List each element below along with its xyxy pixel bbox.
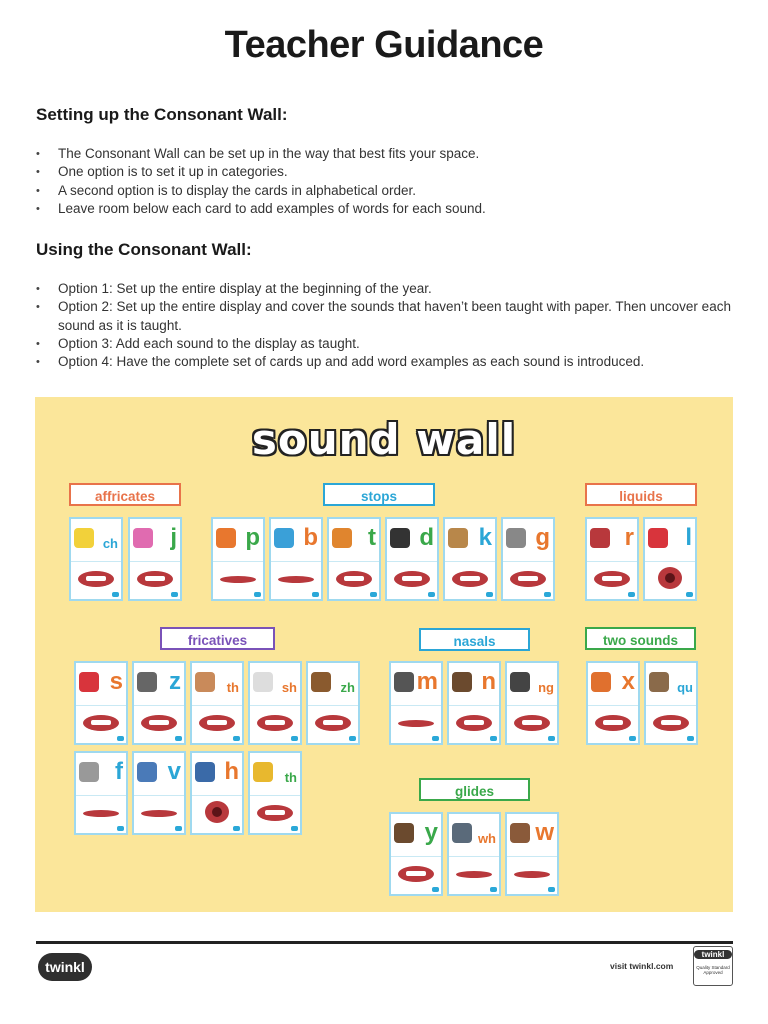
mouth-icon: [199, 715, 235, 731]
sound-card-wh: [447, 812, 501, 896]
sheep-icon: [253, 672, 273, 692]
category-glides: glides: [419, 778, 530, 801]
list-item: • The Consonant Wall can be set up in the way that best fits your space.: [36, 145, 736, 163]
using-heading: Using the Consonant Wall:: [36, 240, 252, 259]
jellyfish-icon: [133, 528, 153, 548]
category-liquids: liquids: [585, 483, 697, 506]
ball-icon: [274, 528, 294, 548]
card-letter: y: [424, 819, 438, 846]
card-top: [213, 519, 263, 562]
mouth-icon: [220, 576, 256, 583]
nest-icon: [452, 672, 472, 692]
sound-card-j: [128, 517, 182, 601]
sound-card-ch: [69, 517, 123, 601]
list-item: • A second option is to display the cards in alphabetical order.: [36, 182, 736, 200]
sound-wall-image: [35, 397, 733, 912]
setup-list: [36, 145, 736, 218]
sound-card-zh: [306, 661, 360, 745]
mouth-icon: [653, 715, 689, 731]
card-letter: n: [481, 668, 496, 695]
treasure-icon: [311, 672, 331, 692]
star-icon: [79, 672, 99, 692]
mouth-icon: [257, 805, 293, 821]
list-item: • Option 1: Set up the entire display at the beginning of the year.: [36, 280, 736, 298]
card-letter: sh: [281, 680, 297, 695]
mouth-icon: [398, 866, 434, 882]
card-logo-icon: [291, 826, 298, 831]
thumb-icon: [195, 672, 215, 692]
list-item: • Option 3: Add each sound to the display as taught.: [36, 335, 736, 353]
card-logo-icon: [233, 826, 240, 831]
sound-card-s: [74, 661, 128, 745]
pumpkin-icon: [216, 528, 236, 548]
card-top: [449, 814, 499, 857]
card-top: [308, 663, 358, 706]
card-top: [445, 519, 495, 562]
list-item: • One option is to set it up in categories.: [36, 163, 736, 181]
card-top: [329, 519, 379, 562]
mouth-icon: [514, 871, 550, 878]
list-item: • Option 2: Set up the entire display and cover the sounds that haven’t been taught with paper. Then uncover each sound as it is taught.: [36, 298, 736, 335]
category-fricatives: fricatives: [160, 627, 275, 650]
card-letter: zh: [340, 680, 355, 695]
card-letter: g: [535, 524, 550, 551]
mouth-icon: [257, 715, 293, 731]
card-top: [71, 519, 121, 562]
card-letter: x: [621, 668, 635, 695]
card-letter: m: [416, 668, 438, 695]
sound-card-p: [211, 517, 265, 601]
card-logo-icon: [490, 736, 497, 741]
badge-text: Quality Standard Approved: [696, 965, 730, 975]
card-top: [250, 753, 300, 796]
sound-wall-title: sound wall: [251, 415, 517, 464]
rooster-icon: [590, 528, 610, 548]
card-letter: wh: [477, 831, 496, 846]
quality-badge: [693, 946, 733, 986]
sound-card-f: [74, 751, 128, 835]
card-top: [449, 663, 499, 706]
tiger-icon: [332, 528, 352, 548]
card-letter: k: [478, 524, 492, 551]
card-letter: v: [167, 758, 181, 785]
twinkl-logo: twinkl: [38, 953, 92, 981]
fork-icon: [79, 762, 99, 782]
card-logo-icon: [291, 736, 298, 741]
sound-card-ng: [505, 661, 559, 745]
list-item: • Option 4: Have the complete set of cards up and add word examples as each sound is introduced.: [36, 353, 736, 371]
card-top: [130, 519, 180, 562]
mouth-icon: [594, 571, 630, 587]
mouth-icon: [78, 571, 114, 587]
card-logo-icon: [486, 592, 493, 597]
mouth-icon: [83, 715, 119, 731]
mouth-icon: [514, 715, 550, 731]
card-top: [387, 519, 437, 562]
card-top: [645, 519, 695, 562]
sound-card-g: [501, 517, 555, 601]
card-letter: b: [303, 524, 318, 551]
card-logo-icon: [370, 592, 377, 597]
card-letter: f: [115, 758, 123, 785]
card-letter: j: [170, 524, 177, 551]
card-logo-icon: [490, 887, 497, 892]
cheese-icon: [74, 528, 94, 548]
mouth-icon: [141, 810, 177, 817]
category-two-sounds: two sounds: [585, 627, 696, 650]
card-letter: t: [368, 524, 376, 551]
card-letter: h: [224, 758, 239, 785]
card-top: [503, 519, 553, 562]
badge-name: twinkl: [694, 950, 732, 959]
card-letter: w: [535, 819, 554, 846]
card-letter: th: [226, 680, 239, 695]
card-letter: l: [685, 524, 692, 551]
card-logo-icon: [233, 736, 240, 741]
setup-heading: Setting up the Consonant Wall:: [36, 105, 288, 124]
card-logo-icon: [432, 887, 439, 892]
footer-divider: [36, 941, 733, 944]
card-logo-icon: [548, 736, 555, 741]
sound-card-z: [132, 661, 186, 745]
quail-icon: [649, 672, 669, 692]
card-logo-icon: [117, 826, 124, 831]
card-logo-icon: [544, 592, 551, 597]
sound-card-h: [190, 751, 244, 835]
sound-card-t: [327, 517, 381, 601]
card-letter: p: [245, 524, 260, 551]
sound-card-w: [505, 812, 559, 896]
card-logo-icon: [175, 736, 182, 741]
card-top: [134, 753, 184, 796]
mouth-icon: [456, 715, 492, 731]
mouth-icon: [137, 571, 173, 587]
card-letter: s: [109, 668, 123, 695]
card-logo-icon: [432, 736, 439, 741]
category-affricates: affricates: [69, 483, 181, 506]
card-letter: r: [624, 524, 634, 551]
mouth-icon: [510, 571, 546, 587]
sound-card-n: [447, 661, 501, 745]
card-top: [271, 519, 321, 562]
sound-card-v: [132, 751, 186, 835]
sound-card-sh: [248, 661, 302, 745]
walrus-icon: [510, 823, 530, 843]
mouth-icon: [336, 571, 372, 587]
mouth-icon: [205, 801, 229, 823]
card-logo-icon: [428, 592, 435, 597]
category-stops: stops: [323, 483, 435, 506]
card-letter: z: [169, 668, 181, 695]
mouth-icon: [398, 720, 434, 727]
thermometer-icon: [253, 762, 273, 782]
card-letter: d: [419, 524, 434, 551]
goat-icon: [506, 528, 526, 548]
card-logo-icon: [686, 592, 693, 597]
card-logo-icon: [117, 736, 124, 741]
sound-card-d: [385, 517, 439, 601]
card-top: [391, 814, 441, 857]
mouse-icon: [394, 672, 414, 692]
card-top: [391, 663, 441, 706]
card-letter: th: [284, 770, 297, 785]
card-logo-icon: [548, 887, 555, 892]
list-item: • Leave room below each card to add examples of words for each sound.: [36, 200, 736, 218]
sound-card-m: [389, 661, 443, 745]
sound-card-x: [586, 661, 640, 745]
card-top: [588, 663, 638, 706]
sound-card-r: [585, 517, 639, 601]
mouth-icon: [141, 715, 177, 731]
mouth-icon: [394, 571, 430, 587]
card-top: [192, 753, 242, 796]
swing-icon: [510, 672, 530, 692]
card-logo-icon: [628, 592, 635, 597]
sound-card-th: [190, 661, 244, 745]
mouth-icon: [456, 871, 492, 878]
card-logo-icon: [112, 592, 119, 597]
mouth-icon: [595, 715, 631, 731]
card-top: [76, 663, 126, 706]
card-logo-icon: [312, 592, 319, 597]
category-nasals: nasals: [419, 628, 530, 651]
card-top: [646, 663, 696, 706]
fox-icon: [591, 672, 611, 692]
card-top: [192, 663, 242, 706]
card-logo-icon: [171, 592, 178, 597]
using-list: [36, 280, 736, 371]
sound-card-l: [643, 517, 697, 601]
sound-card-y: [389, 812, 443, 896]
sound-card-th: [248, 751, 302, 835]
zigzag-icon: [137, 672, 157, 692]
mouth-icon: [452, 571, 488, 587]
card-logo-icon: [687, 736, 694, 741]
card-letter: ch: [102, 536, 118, 551]
whale-icon: [452, 823, 472, 843]
mouth-icon: [83, 810, 119, 817]
mouth-icon: [315, 715, 351, 731]
card-logo-icon: [175, 826, 182, 831]
card-top: [507, 814, 557, 857]
sound-card-k: [443, 517, 497, 601]
card-top: [134, 663, 184, 706]
page-title: Teacher Guidance: [224, 24, 544, 66]
visit-link[interactable]: visit twinkl.com: [610, 961, 674, 971]
vet-icon: [137, 762, 157, 782]
card-top: [587, 519, 637, 562]
card-logo-icon: [349, 736, 356, 741]
card-top: [250, 663, 300, 706]
card-logo-icon: [254, 592, 261, 597]
card-top: [507, 663, 557, 706]
mouth-icon: [658, 567, 682, 589]
card-logo-icon: [629, 736, 636, 741]
sound-card-qu: [644, 661, 698, 745]
card-letter: ng: [538, 680, 554, 695]
sound-card-b: [269, 517, 323, 601]
dog-icon: [390, 528, 410, 548]
card-top: [76, 753, 126, 796]
hat-icon: [195, 762, 215, 782]
yak-icon: [394, 823, 414, 843]
kangaroo-icon: [448, 528, 468, 548]
lollipop-icon: [648, 528, 668, 548]
mouth-icon: [278, 576, 314, 583]
card-letter: qu: [677, 680, 693, 695]
